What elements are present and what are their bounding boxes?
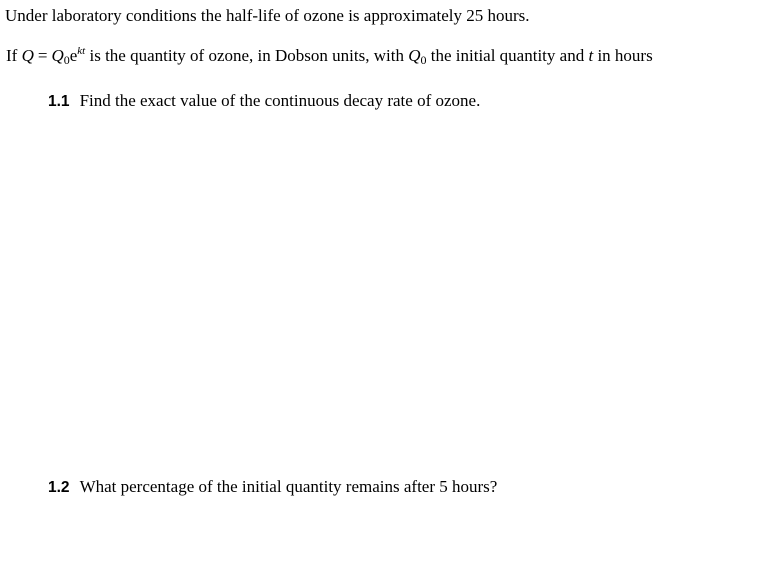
formula-middle2: the initial quantity and [426, 46, 589, 65]
formula-t-var: t [588, 46, 594, 65]
intro-text: Under laboratory conditions the half-life of ozone is approximately 25 hours. [5, 6, 530, 25]
formula-init-var: Q [408, 46, 421, 65]
question-text: Find the exact value of the continuous decay rate of ozone. [79, 91, 481, 110]
formula-lhs: Q [21, 46, 34, 65]
formula-exponent: kt [77, 45, 86, 57]
question-1-2 [48, 477, 497, 498]
formula-prefix: If [6, 46, 22, 65]
formula-suffix: in hours [593, 46, 653, 65]
formula-middle: is the quantity of ozone, in Dobson units, with [85, 46, 409, 65]
formula-equals: = [37, 46, 48, 65]
question-number: 1.1 [48, 93, 70, 110]
formula-base-sub: 0 [63, 53, 70, 67]
question-number: 1.2 [48, 479, 70, 496]
question-text: What percentage of the initial quantity remains after 5 hours? [79, 477, 498, 496]
formula-init-sub: 0 [420, 53, 427, 67]
formula-statement [6, 46, 653, 68]
formula-exp-base: e [69, 46, 78, 65]
question-1-1 [48, 91, 480, 112]
formula-base-var: Q [51, 46, 64, 65]
